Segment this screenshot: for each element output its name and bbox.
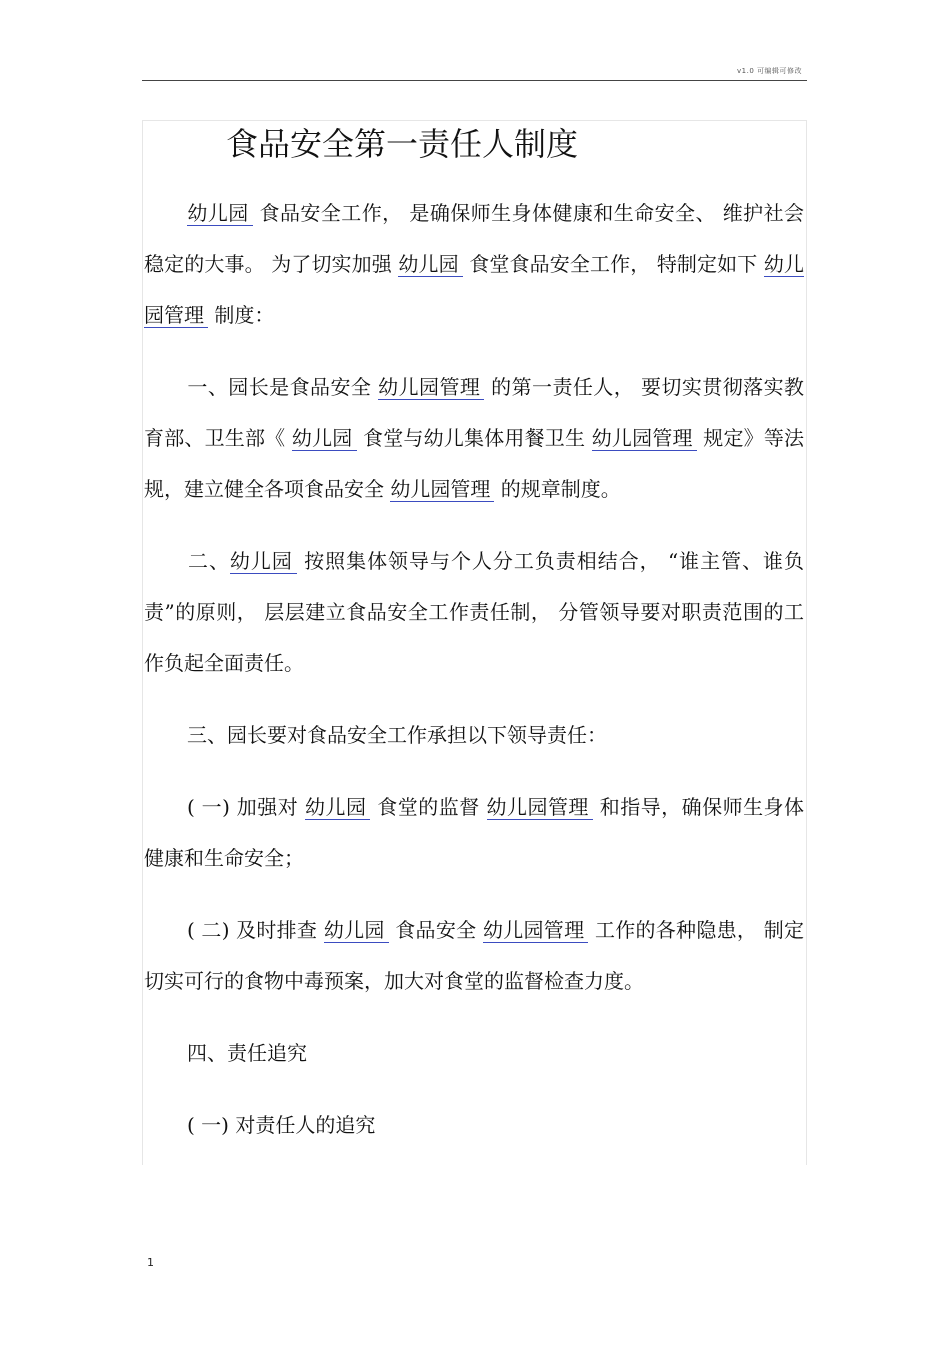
paragraph-text: 食品安全工作， 是确保师生身体健康和生命安全、 维护社会稳定的大事。 为了切实加强: [144, 201, 805, 276]
paragraph-text: 一、园长是食品安全: [187, 375, 379, 399]
inline-link[interactable]: 幼儿园管理: [378, 375, 484, 400]
body-paragraph: [144, 905, 804, 1007]
paragraph-text: 的规章制度。: [494, 477, 621, 501]
paragraph-text: 食品安全: [388, 918, 483, 942]
document-body: [144, 188, 804, 1151]
header-version-text: v1.0 可编辑可修改: [737, 67, 802, 75]
paragraph-text: ( 二) 及时排查: [187, 918, 324, 942]
text-frame-left: [142, 120, 143, 1165]
paragraph-text: 食堂的监督: [370, 795, 487, 819]
header-rule: [142, 80, 807, 81]
text-frame-right: [806, 120, 807, 1165]
paragraph-text: 和指导，确保师生身体健康和生命安全；: [144, 795, 805, 870]
paragraph-text: 工作的各种隐患， 制定切实可行的食物中毒预案，加大对食堂的监督检查力度。: [144, 918, 805, 993]
document-title: 食品安全第一责任人制度: [225, 125, 578, 163]
inline-link[interactable]: 幼儿园管理: [483, 918, 588, 943]
paragraph-text: 食堂食品安全工作， 特制定如下: [462, 252, 764, 276]
paragraph-text: 规定》等法规，建立健全各项食品安全: [144, 426, 805, 501]
paragraph-text: ( 一) 加强对: [187, 795, 306, 819]
inline-link[interactable]: 幼儿园: [230, 549, 297, 574]
inline-link[interactable]: 幼儿园: [292, 426, 357, 451]
paragraph-text: 制度：: [208, 303, 275, 327]
paragraph-text: 食堂与幼儿集体用餐卫生: [356, 426, 592, 450]
paragraph-gap: [144, 884, 804, 905]
paragraph-gap: [144, 1007, 804, 1028]
paragraph-text: 的第一责任人， 要切实贯彻落实教育部、卫生部《: [144, 375, 805, 450]
paragraph-gap: [144, 689, 804, 710]
inline-link[interactable]: 幼儿园管理: [390, 477, 494, 502]
paragraph-text: 三、园长要对食品安全工作承担以下领导责任：: [187, 723, 607, 747]
paragraph-text: 二、: [187, 549, 230, 573]
body-paragraph: [144, 1100, 804, 1151]
page-number: 1: [147, 1256, 154, 1269]
body-paragraph: [144, 536, 804, 689]
inline-link[interactable]: 幼儿园管理: [487, 795, 593, 820]
paragraph-text: 四、责任追究: [187, 1041, 307, 1065]
paragraph-text: ( 一) 对责任人的追究: [187, 1113, 376, 1137]
paragraph-gap: [144, 515, 804, 536]
body-paragraph: [144, 188, 804, 341]
inline-link[interactable]: 幼儿园: [187, 201, 253, 226]
paragraph-text: 按照集体领导与个人分工负责相结合， “谁主管、谁负责”的原则， 层层建立食品安全工作责任制， 分管领导要对职责范围的工作负起全面责任。: [144, 549, 805, 675]
inline-link[interactable]: 幼儿园: [305, 795, 370, 820]
inline-link[interactable]: 幼儿园: [324, 918, 389, 943]
paragraph-gap: [144, 761, 804, 782]
text-frame-top: [142, 120, 807, 121]
body-paragraph: [144, 782, 804, 884]
inline-link[interactable]: 幼儿园: [398, 252, 462, 277]
inline-link[interactable]: 幼儿园管理: [144, 252, 805, 327]
paragraph-gap: [144, 1079, 804, 1100]
body-paragraph: [144, 362, 804, 515]
inline-link[interactable]: 幼儿园管理: [592, 426, 697, 451]
body-paragraph: [144, 1028, 804, 1079]
body-paragraph: [144, 710, 804, 761]
paragraph-gap: [144, 341, 804, 362]
